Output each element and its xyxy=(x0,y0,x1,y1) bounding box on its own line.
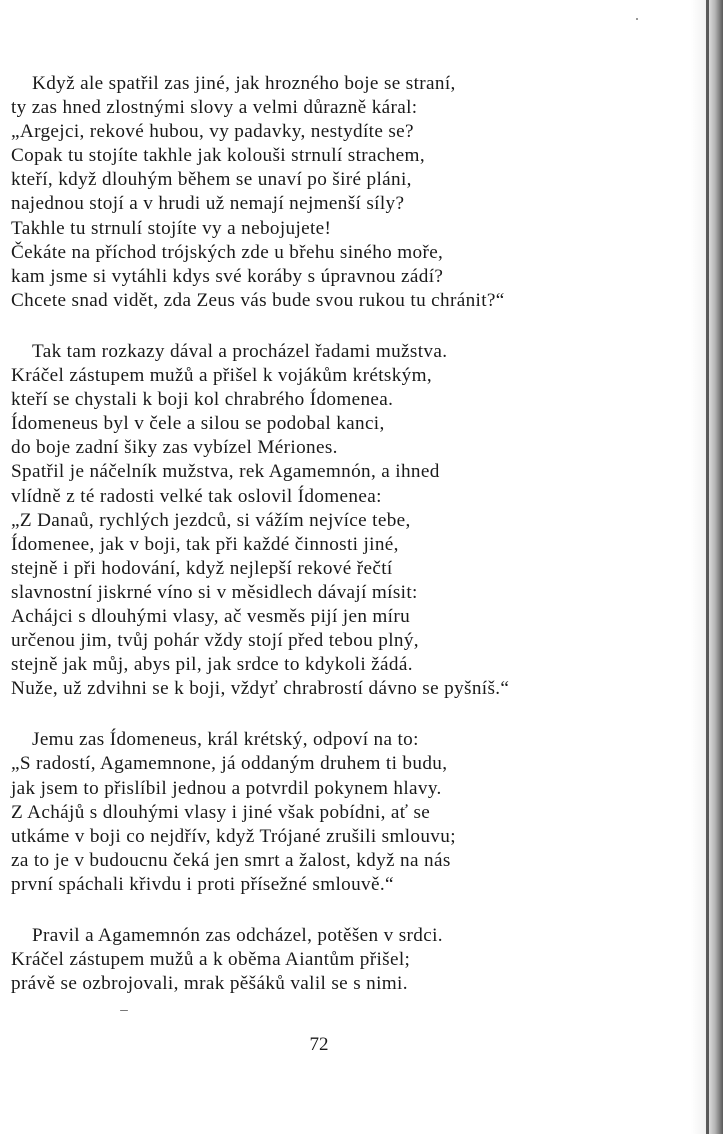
verse-line: kteří, když dlouhým během se unaví po širé pláni, xyxy=(11,169,412,191)
stanza-2 xyxy=(11,340,651,701)
paper-speck xyxy=(636,18,638,20)
verse-line: Takhle tu strnulí stojíte vy a nebojujete! xyxy=(11,217,332,239)
verse-line: Chcete snad vidět, zda Zeus vás bude svou rukou tu chránit?“ xyxy=(11,289,505,311)
verse-line: vlídně z té radosti velké tak oslovil Ídomenea: xyxy=(11,485,382,507)
verse-line: Ídomeneus byl v čele a silou se podobal kanci, xyxy=(11,413,385,435)
verse-line: Achájci s dlouhými vlasy, ač vesměs pijí jen míru xyxy=(11,605,411,627)
verse-line: jak jsem to přislíbil jednou a potvrdil pokynem hlavy. xyxy=(11,777,442,799)
verse-line: Čekáte na příchod trójských zde u břehu siného moře, xyxy=(11,241,444,263)
verse-line: Kráčel zástupem mužů a přišel k vojákům krétským, xyxy=(11,365,433,387)
verse-line: kam jsme si vytáhli kdys své koráby s úpravnou zádí? xyxy=(11,265,444,287)
verse-line: „S radostí, Agamemnone, já oddaným druhem ti budu, xyxy=(11,753,448,775)
verse-line: utkáme v boji co nejdřív, když Trójané zrušili smlouvu; xyxy=(11,825,456,847)
verse-line: najednou stojí a v hrudi už nemají nejmenší síly? xyxy=(11,193,405,215)
verse-line: Pravil a Agamemnón zas odcházel, potěšen v srdci. xyxy=(32,925,443,946)
verse-line: první spáchali křivdu i proti přísežné smlouvě.“ xyxy=(11,873,394,895)
stanza-4 xyxy=(11,924,651,996)
verse-line: právě se ozbrojovali, mrak pěšáků valil se s nimi. xyxy=(11,973,408,995)
verse-line: Nuže, už zdvihni se k boji, vždyť chrabrostí dávno se pyšníš.“ xyxy=(11,678,510,700)
stanza-1 xyxy=(11,72,651,313)
stanza-3 xyxy=(11,728,651,897)
verse-line: slavnostní jiskrné víno si v měsidlech dávají mísit: xyxy=(11,581,418,603)
verse-line: Kráčel zástupem mužů a k oběma Aiantům přišel; xyxy=(11,949,411,971)
book-binding-edge xyxy=(706,0,709,1134)
page-number xyxy=(0,1033,640,1057)
verse-line: „Argejci, rekové hubou, vy padavky, nestydíte se? xyxy=(11,121,414,143)
verse-line: do boje zadní šiky zas vybízel Mériones. xyxy=(11,437,338,459)
verse-line: Tak tam rozkazy dával a procházel řadami mužstva. xyxy=(32,340,448,362)
verse-line: určenou jim, tvůj pohár vždy stojí před tebou plný, xyxy=(11,630,419,652)
verse-line: ty zas hned zlostnými slovy a velmi důrazně káral: xyxy=(11,97,418,119)
page-number-text: 72 xyxy=(309,1034,329,1055)
poem-text xyxy=(11,72,651,1023)
verse-line: „Z Danaů, rychlých jezdců, si vážím nejvíce tebe, xyxy=(11,509,411,531)
verse-line: Z Achájů s dlouhými vlasy i jiné však pobídni, ať se xyxy=(11,801,431,823)
verse-line: Spatřil je náčelník mužstva, rek Agamemnón, a ihned xyxy=(11,461,440,483)
verse-line: Jemu zas Ídomeneus, král krétský, odpoví na to: xyxy=(32,729,419,751)
verse-line: stejně jak můj, abys pil, jak srdce to kdykoli žádá. xyxy=(11,654,413,676)
paper-speck xyxy=(120,1010,128,1011)
verse-line: Ídomenee, jak v boji, tak při každé činnosti jiné, xyxy=(11,533,399,555)
verse-line: stejně i při hodování, když nejlepší rekové řečtí xyxy=(11,557,393,579)
verse-line: Když ale spatřil zas jiné, jak hrozného boje se straní, xyxy=(32,73,456,94)
verse-line: Copak tu stojíte takhle jak kolouši strnulí strachem, xyxy=(11,145,425,167)
verse-line: kteří se chystali k boji kol chrabrého Ídomenea. xyxy=(11,389,394,411)
verse-line: za to je v budoucnu čeká jen smrt a žalost, když na nás xyxy=(11,849,451,871)
